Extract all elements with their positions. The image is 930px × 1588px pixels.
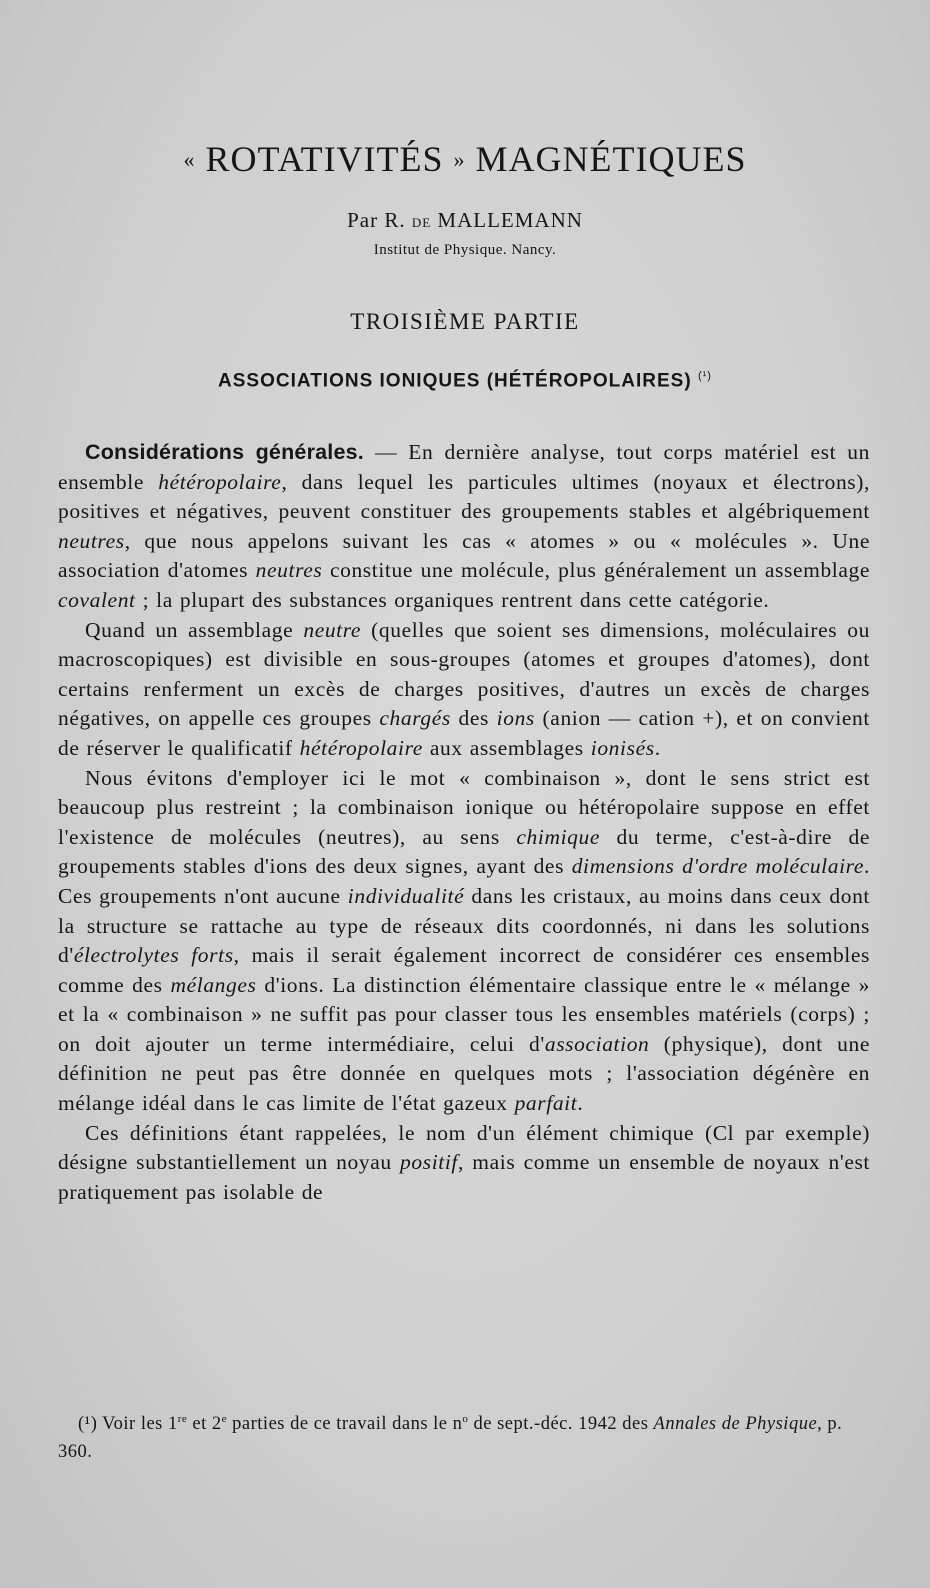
text-run: — En dernière analyse, tout corps matériel est un ensemble <box>58 440 870 494</box>
italic-term: positif <box>400 1150 458 1175</box>
section-title <box>0 370 930 392</box>
italic-term: covalent <box>58 587 136 612</box>
author-name: MALLEMANN <box>437 208 583 232</box>
superscript: re <box>177 1413 188 1425</box>
text-run: des <box>450 706 497 731</box>
text-run: . Ces groupements n'ont aucune <box>58 854 870 908</box>
italic-term: hétéropolaire <box>299 735 423 760</box>
section-footnote-ref: (¹) <box>697 370 712 382</box>
superscript: e <box>221 1413 228 1425</box>
text-run: Quand un assemblage <box>85 617 304 642</box>
italic-term: dimensions d'ordre moléculaire <box>571 854 864 879</box>
author-line <box>0 208 930 233</box>
text-run: (physique), dont une définition ne peut pas être donnée en quelques mots ; l'association dégénère en mélange idéal dans le cas limite de l'état gazeux <box>58 1031 870 1116</box>
title-word-magnetiques: MAGNÉTIQUES <box>475 139 747 179</box>
text-run: , mais il serait également incorrect de considérer ces ensembles comme des <box>58 943 870 997</box>
paragraph-4 <box>58 1119 870 1208</box>
paragraph-lead-heading: Considérations générales. <box>85 440 364 464</box>
text-run: (quelles que soient ses dimensions, moléculaires ou macroscopiques) est divisible en sous-groupes (atomes et groupes d'atomes), dont certains renferment un excès de charges positives, d'autres un excès de charges négatives, on appelle ces groupes <box>58 617 870 731</box>
author-affiliation: Institut de Physique. Nancy. <box>373 242 557 258</box>
superscript: o <box>462 1413 469 1425</box>
italic-term: ionisés <box>590 735 655 760</box>
text-run: . <box>654 735 661 760</box>
text-run: Voir les 1 <box>97 1414 178 1435</box>
text-run: et 2 <box>187 1414 222 1435</box>
italic-term: neutre <box>303 617 362 642</box>
text-run: parties de ce travail dans le n <box>227 1414 463 1435</box>
text-run: de sept.-déc. 1942 des <box>468 1414 654 1435</box>
italic-term: électrolytes forts <box>73 943 234 968</box>
text-run: constitue une molécule, plus généralement un assemblage <box>322 558 870 583</box>
text-run: (anion — cation +), et on convient de réserver le qualificatif <box>58 706 870 760</box>
italic-term: neutres <box>255 558 323 583</box>
text-run: , que nous appelons suivant les cas « atomes » ou « molécules ». Une association d'atomes <box>58 528 870 583</box>
journal-name: Annales de Physique <box>653 1414 818 1435</box>
italic-term: mélanges <box>170 972 257 997</box>
text-run: aux assemblages <box>422 735 591 760</box>
title-word-rotativites: ROTATIVITÉS <box>205 139 444 179</box>
section-title-text: ASSOCIATIONS IONIQUES (HÉTÉROPOLAIRES) <box>218 370 692 392</box>
paragraph-1 <box>58 438 870 616</box>
footnote-marker: (¹) <box>78 1414 98 1435</box>
part-title: TROISIÈME PARTIE <box>350 309 580 334</box>
text-run: dans les cristaux, au moins dans ceux dont la structure se rattache au type de réseaux dits coordonnés, ni dans les solutions d' <box>58 883 870 968</box>
text-run: d'ions. La distinction élémentaire classique entre le « mélange » et la « combinaison » ne suffit pas pour classer tous les ensembles matériels (corps) ; on doit ajouter un terme intermédiaire, celui d' <box>58 972 870 1056</box>
italic-term: hétéropolaire <box>158 469 282 494</box>
article-title <box>0 138 930 180</box>
text-run: , mais comme un ensemble de noyaux n'est pratiquement pas isolable de <box>58 1150 870 1204</box>
italic-term: ions <box>496 706 535 731</box>
title-close-quote: » <box>453 147 466 172</box>
paragraph-2 <box>58 616 870 764</box>
italic-term: neutres <box>58 528 125 553</box>
italic-term: parfait <box>514 1091 578 1116</box>
text-run: , dans lequel les particules ultimes (noyaux et électrons), positives et négatives, peuvent constituer des groupements stables et algébriquement <box>58 469 870 524</box>
title-open-quote: « <box>183 147 196 172</box>
text-run: , p. 360. <box>58 1414 843 1463</box>
footnotes <box>58 1405 870 1466</box>
italic-term: individualité <box>347 883 465 908</box>
author-particle: DE <box>411 215 432 230</box>
text-run: Ces définitions étant rappelées, le nom d'un élément chimique (Cl par exemple) désigne substantiellement un noyau <box>58 1120 870 1175</box>
text-run: ; la plupart des substances organiques rentrent dans cette catégorie. <box>135 587 770 612</box>
text-run: du terme, c'est-à-dire de groupements stables d'ions des deux signes, ayant des <box>58 824 870 879</box>
author-prefix: Par R. <box>347 208 406 232</box>
text-run: Nous évitons d'employer ici le mot « combinaison », dont le sens strict est beaucoup plus restreint ; la combinaison ionique ou hétéropolaire suppose en effet l'existence de molécules (neutres), au sens <box>58 765 870 849</box>
italic-term: chimique <box>516 824 600 849</box>
italic-term: association <box>544 1031 650 1056</box>
paragraph-3 <box>58 764 870 1119</box>
article-body <box>58 438 870 1207</box>
footnote-1 <box>58 1405 870 1466</box>
italic-term: chargés <box>379 706 451 731</box>
text-run: . <box>577 1091 584 1116</box>
